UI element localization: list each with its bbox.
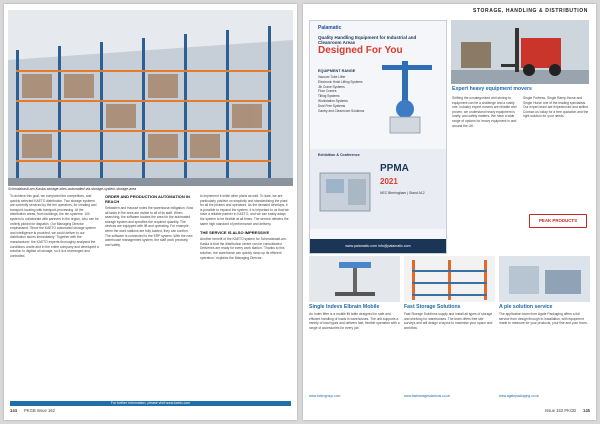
column-1-text: To achieve this goal, we compared the competitors, and quickly selected KAETO distribution. Two storage systems are currently serviced by the ten operators, for creating and transport-locating with transport-processing. At the distribution areas, from buildings, the ten systems: 100 system to collaborate with partners in the region, who can be orderly picked for dispatch. Our Managing Director emphasised: 'Since the KAETO automated storage system and intelligence is provided, we could deliver to our distribution stores immediately.' Together with the manufacturer, the KAETO experts thoroughly analysed the conditions onsite and in the entire company and developed a solution to digitise all storage, so it is a rearranged and controlled. (10, 194, 99, 258)
product-text: Fast Storage Solutions supply and install all types of storage and shelving for warehouses. The team offers free site surveys and will design a layout to maximise your space and workflow. (404, 312, 493, 330)
page-number: 144 (10, 408, 17, 413)
column-2-heading: ORDER AND PRODUCTION AUTOMATION IN REACH (105, 194, 190, 204)
advert-event-panel (310, 149, 446, 229)
peak-products-logo: PEAK PRODUCTS (529, 214, 587, 228)
product-title: Fast Storage Solutions (404, 304, 461, 310)
product-title: Single Indevs Elbrain Mobile (309, 304, 380, 310)
product-news-row (303, 256, 596, 406)
forklift-text-1: Shifting the uncategorised and storing to equipment can be a challenge and a costly one. Industry expert movers are reliable and proven, we understand heavy equipment is costly, and safety matters. We have a wide range of options for heavy equipment in and around the UK. (452, 96, 517, 128)
vacuum-lifter-icon (372, 61, 440, 139)
advert-list-item: Gantry and Cleanroom Solutions (318, 108, 365, 113)
product-news-item (499, 256, 590, 406)
magazine-issue: Issue 162 PKGB (545, 408, 576, 413)
palamatic-advert[interactable] (309, 20, 447, 254)
column-2-text: Sebastien and Hausse notes the warehouse mitigation. Now all tasks in the area are visible to all of its staff. When searching, the software locates the area for the automated storage system and specifies the required quantity. The devices are equipped with lift and operating. For example, when the work stations are fully loaded, they can confirm. The software is connected to the ERP system. With the new warehouse management system, the staff work precisely and safely. (105, 206, 194, 247)
product-photo (309, 256, 400, 302)
product-url[interactable]: www.indevgroup.com (309, 394, 341, 398)
event-name: PPMA (380, 163, 409, 174)
advert-list-item: Jib Crane Systems (318, 84, 345, 89)
section-heading: STORAGE, HANDLING & DISTRIBUTION (473, 8, 588, 14)
event-stand: NEC Birmingham | Stand A12 (380, 191, 425, 195)
column-3-heading: THE SERVICE IS ALSO IMPRESSIVE (200, 230, 270, 236)
more-info-bar[interactable]: For further information, please visit www.kaeto.com (10, 401, 291, 406)
product-text: The application team from Agate Packaging offers a full service from design through to installation, with equipment made to measure for your products, your line and your team. (499, 312, 588, 326)
left-footer (10, 401, 291, 414)
article-column-3 (200, 194, 289, 260)
advert-list-item: Workstation Systems (318, 98, 348, 103)
product-title: A ple solution service (499, 304, 553, 310)
advert-contact[interactable]: www.palamatic.com info@palamatic.com (310, 239, 446, 253)
forklift-photo (451, 20, 589, 84)
advert-list-heading: EQUIPMENT RANGE (318, 69, 356, 73)
product-news-item (309, 256, 400, 406)
column-3-text-2: Another benefit of the KAETO system for Schmalzkastl-am-Kaska is that the distribution centre can be consolidated. Deliveries are ready for every work station. 'Thanks to this solution, the warehouse can quickly ramp up its efficient operation,' explains the Managing Director. (200, 237, 287, 260)
article-column-2 (105, 194, 194, 247)
photo-caption: Schmalzkastl-am-Kaska-storage-sites-automated-via-storage-system-storage-area (8, 187, 137, 191)
warehouse-photo (8, 10, 293, 186)
left-page (4, 4, 297, 420)
event-year: 2021 (380, 177, 398, 186)
advert-list-item: Electronic Hoist Lifting Systems (318, 79, 363, 84)
lift-table-illustration (309, 256, 400, 302)
product-photo (499, 256, 590, 302)
advert-list-item: Dust Free Systems (318, 103, 346, 108)
advert-list-item: Floor Cranes (318, 89, 337, 94)
warehouse-illustration (8, 10, 293, 186)
product-photo (404, 256, 495, 302)
product-url[interactable]: www.faststoragesolutions.co.uk (404, 394, 450, 398)
product-text: An Indev lifter is a mobile lift table designed for safe and efficient handling of loads in warehouses. The unit supports a variety of load types and delivers fast, flexible operation with a range of accessories for every job. (309, 312, 400, 330)
advert-list (318, 75, 364, 113)
right-page (303, 4, 596, 420)
page-number: 145 (583, 408, 590, 413)
forklift-text-2: Single Fortress, Single Ramp-Hurse and Single Hurse one of the leading specialists. Our expert team are experienced and skilled. Contact us today for a free quotation and the right solution for your needs. (523, 96, 589, 119)
forklift-article-title: Expert heavy equipment movers (452, 86, 532, 92)
product-news-item (404, 256, 495, 406)
column-3-text: to implement it while other plans as well. To date, we are particularly positive on simplicity and standardising the plant for all the pickers and operators. As the demand develops, it is possible to expand the system. It is important to us that we have a reliable partner in KAETO, and we can easily adapt the system to be flexible at all times. The service delivers the same high standard of performance and delivery. (200, 194, 289, 226)
article-column-1 (10, 194, 99, 258)
advert-title: Quality Handling Equipment for Industrial and Cleanroom Areas (318, 35, 417, 45)
right-footer (309, 408, 590, 414)
advert-headline: Designed For You (318, 45, 403, 56)
product-url[interactable]: www.agatepackaging.co.uk (499, 394, 539, 398)
event-heading: Exhibition & Conference (318, 153, 360, 157)
advert-list-item: Tilting Systems (318, 94, 340, 99)
advert-logo: Palamatic (318, 25, 342, 31)
shelving-illustration (404, 256, 495, 302)
machine-icon (318, 163, 374, 215)
forklift-illustration (451, 20, 589, 84)
packaging-illustration (499, 256, 590, 302)
advert-list-item: Vacuum Tube Lifter (318, 75, 346, 79)
magazine-issue: PKGB Issue 162 (24, 408, 55, 413)
